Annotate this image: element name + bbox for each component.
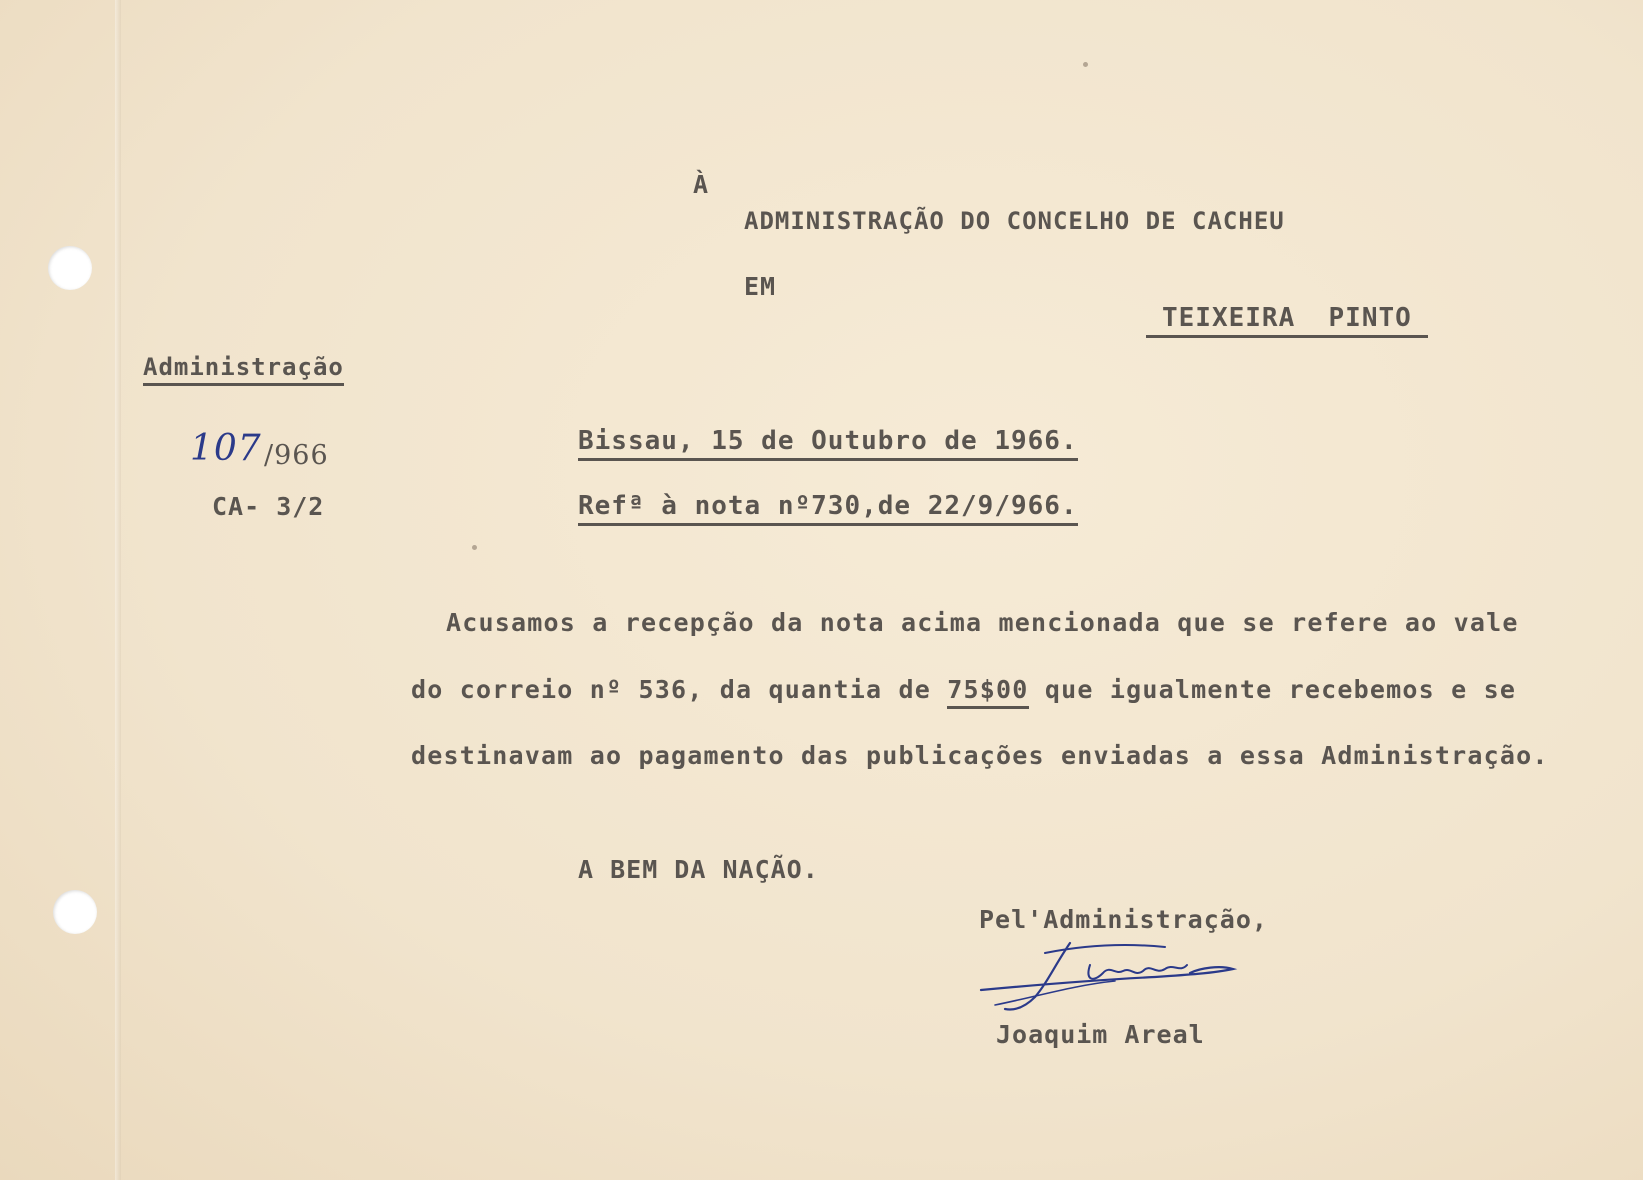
- addressee-institution: ADMINISTRAÇÃO DO CONCELHO DE CACHEU: [744, 207, 1285, 235]
- signer-name: Joaquim Areal: [996, 1020, 1205, 1049]
- handwritten-reference-number: 107: [190, 428, 262, 469]
- punch-hole-top: [48, 246, 92, 290]
- reference-year: /966: [264, 440, 329, 471]
- punch-hole-bottom: [53, 890, 97, 934]
- addressee-place: TEIXEIRA PINTO: [1146, 303, 1428, 338]
- body-line-3: destinavam ao pagamento das publicações enviadas a essa Administração.: [411, 741, 1549, 770]
- page-fold-line: [115, 0, 121, 1180]
- file-code: CA- 3/2: [212, 492, 325, 521]
- department-label: Administração: [143, 353, 344, 386]
- body-line-2-end: que igualmente recebemos e se: [1028, 675, 1517, 704]
- body-line-1: Acusamos a recepção da nota acima mencionada que se refere ao vale: [446, 608, 1519, 637]
- paper-speck: [472, 545, 477, 550]
- paper-speck: [1083, 62, 1088, 67]
- reference-line: Refª à nota nº730,de 22/9/966.: [578, 491, 1078, 526]
- closing-salutation: A BEM DA NAÇÃO.: [578, 855, 819, 884]
- addressee-in-label: EM: [744, 272, 777, 301]
- dateline: Bissau, 15 de Outubro de 1966.: [578, 426, 1078, 461]
- body-line-2: [411, 675, 1516, 704]
- amount: 75$00: [947, 675, 1028, 709]
- signature-for-label: Pel'Administração,: [979, 905, 1268, 934]
- handwritten-signature: [975, 935, 1275, 1025]
- body-line-2-start: do correio nº 536, da quantia de: [411, 675, 948, 704]
- addressee-prefix: À: [693, 170, 710, 199]
